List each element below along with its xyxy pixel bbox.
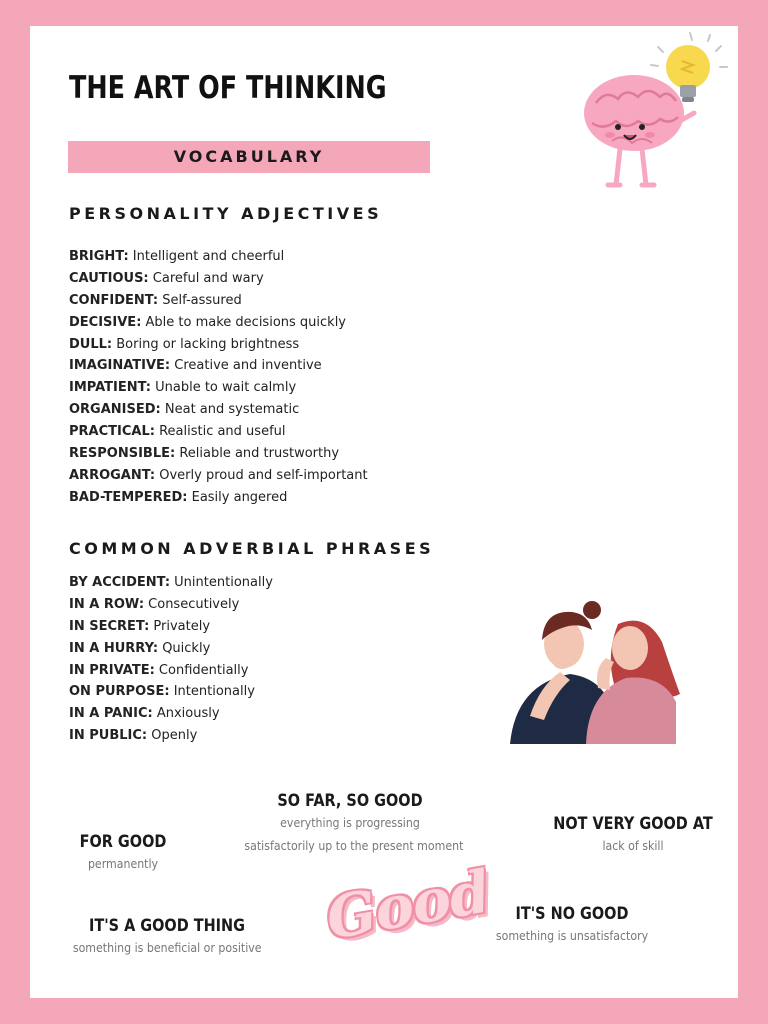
phrase-meaning: permanently — [87, 856, 159, 871]
definition: Realistic and useful — [154, 424, 286, 440]
list-item — [69, 268, 368, 290]
term: BY ACCIDENT: — [69, 575, 171, 590]
term: RESPONSIBLE: — [69, 446, 176, 462]
definition: Easily angered — [187, 489, 288, 505]
list-item — [69, 334, 368, 356]
term: BAD-TEMPERED: — [69, 489, 188, 505]
definition: Unable to wait calmly — [150, 380, 297, 396]
list-item — [69, 681, 273, 703]
list-item — [69, 660, 273, 682]
list-item — [69, 399, 368, 421]
definition: Able to make decisions quickly — [141, 314, 346, 330]
phrase-meaning: something is unsatisfactory — [495, 928, 649, 943]
term: BRIGHT: — [69, 249, 129, 264]
phrase-its-a-good-thing — [60, 916, 274, 960]
definition: Intentionally — [169, 684, 255, 700]
definition: Unintentionally — [170, 575, 273, 590]
term: IN PUBLIC: — [69, 728, 148, 744]
list-item — [69, 355, 368, 377]
definition: Quickly — [158, 640, 211, 656]
phrase-so-far-so-good — [230, 791, 470, 857]
brain-lightbulb-illustration — [562, 31, 732, 191]
adverbial-heading: COMMON ADVERBIAL PHRASES — [69, 539, 435, 558]
list-item — [69, 377, 368, 399]
phrase-its-no-good — [470, 904, 674, 948]
phrase-head: SO FAR, SO GOOD — [277, 791, 423, 811]
definition: Careful and wary — [148, 270, 264, 286]
term: IN A PANIC: — [69, 706, 153, 722]
worksheet-page — [30, 26, 738, 998]
good-word-art: Good — [321, 857, 495, 953]
adjectives-heading: PERSONALITY ADJECTIVES — [69, 204, 383, 223]
brain-icon — [584, 75, 694, 185]
list-item — [69, 725, 273, 747]
term: IN A HURRY: — [69, 640, 159, 656]
adverbial-list — [69, 572, 273, 747]
phrase-head: IT'S NO GOOD — [515, 904, 629, 924]
woman-red-hair-icon — [586, 621, 680, 744]
term: CAUTIOUS: — [69, 270, 149, 286]
vocabulary-banner — [68, 141, 430, 173]
definition: Reliable and trustworthy — [175, 446, 340, 462]
definition: Self-assured — [158, 292, 242, 308]
phrase-head: FOR GOOD — [79, 832, 167, 852]
definition: Intelligent and cheerful — [128, 249, 285, 264]
term: DECISIVE: — [69, 314, 142, 330]
term: ORGANISED: — [69, 402, 161, 418]
phrase-head: IT'S A GOOD THING — [88, 916, 246, 936]
phrase-meaning: everything is progressing — [280, 815, 420, 830]
definition: Creative and inventive — [170, 358, 322, 374]
term: ON PURPOSE: — [69, 684, 170, 700]
definition: Confidentially — [154, 662, 249, 678]
term: IN SECRET: — [69, 618, 150, 634]
list-item — [69, 290, 368, 312]
definition: Overly proud and self-important — [155, 467, 368, 483]
page-title: THE ART OF THINKING — [69, 70, 387, 106]
vocabulary-label: VOCABULARY — [173, 147, 325, 166]
term: IN PRIVATE: — [69, 662, 155, 678]
list-item — [69, 421, 368, 443]
list-item — [69, 616, 273, 638]
adjectives-list — [69, 246, 368, 509]
list-item — [69, 638, 273, 660]
term: ARROGANT: — [69, 467, 156, 483]
phrase-head: NOT VERY GOOD AT — [553, 814, 713, 834]
list-item — [69, 443, 368, 465]
list-item — [69, 703, 273, 725]
list-item — [69, 312, 368, 334]
definition: Openly — [147, 728, 198, 744]
list-item — [69, 572, 273, 594]
list-item — [69, 594, 273, 616]
definition: Neat and systematic — [160, 402, 300, 418]
definition: Boring or lacking brightness — [112, 336, 300, 352]
definition: Anxiously — [152, 706, 220, 722]
list-item — [69, 487, 368, 509]
phrase-for-good — [58, 832, 188, 876]
list-item — [69, 465, 368, 487]
term: CONFIDENT: — [69, 292, 159, 308]
definition: Privately — [149, 618, 211, 634]
phrase-meaning: satisfactorily up to the present moment — [244, 838, 464, 853]
whispering-women-illustration — [500, 596, 680, 746]
term: IMAGINATIVE: — [69, 358, 171, 374]
phrase-meaning: something is beneficial or positive — [72, 940, 262, 955]
definition: Consecutively — [144, 596, 240, 612]
term: PRACTICAL: — [69, 424, 155, 440]
list-item — [69, 246, 368, 268]
term: IMPATIENT: — [69, 380, 151, 396]
phrase-meaning: lack of skill — [602, 838, 664, 853]
phrase-not-very-good-at — [538, 814, 728, 858]
term: IN A ROW: — [69, 596, 145, 612]
term: DULL: — [69, 336, 113, 352]
